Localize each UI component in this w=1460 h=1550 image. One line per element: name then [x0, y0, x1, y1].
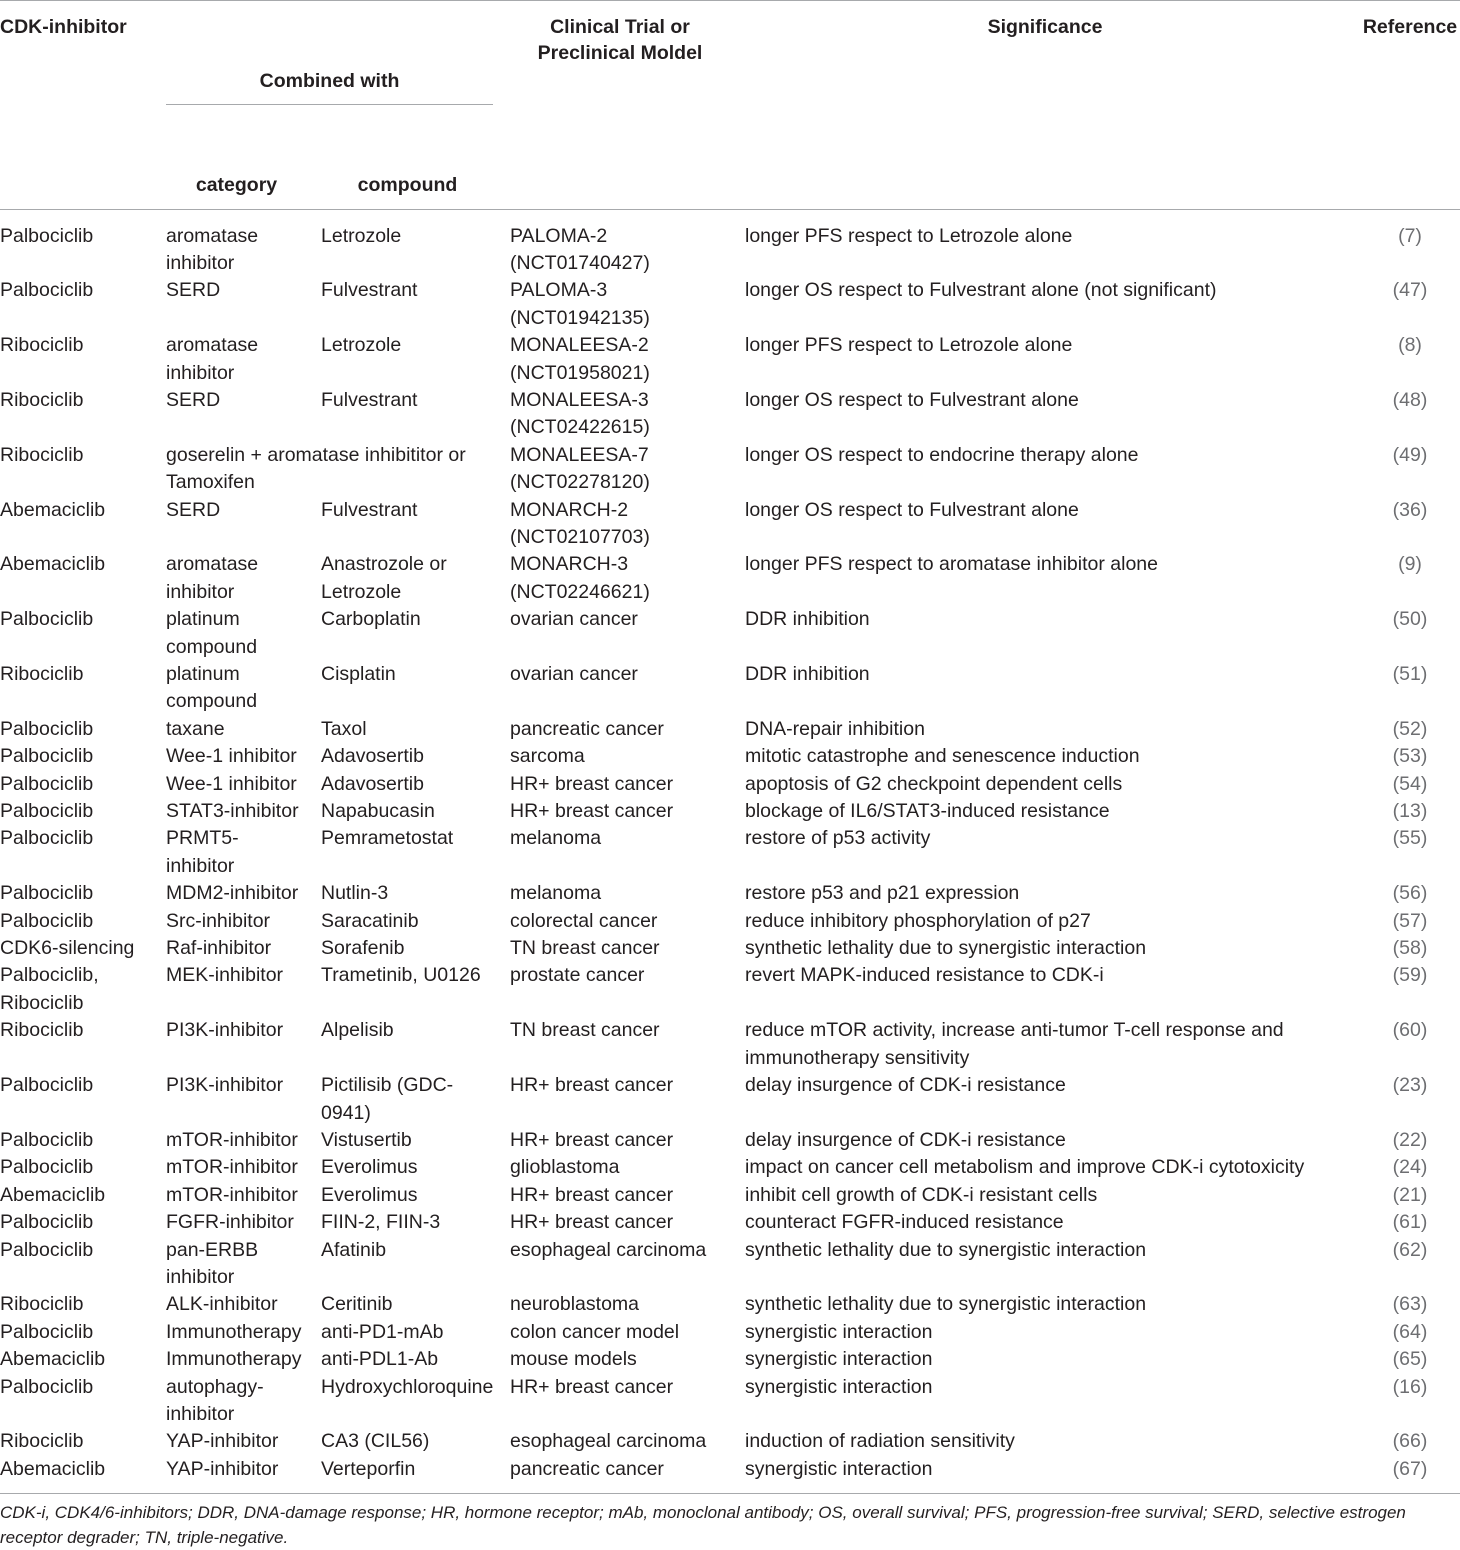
compound-cell: Carboplatin	[321, 608, 421, 631]
table-row	[0, 743, 1460, 770]
model-cell: HR+ breast cancer	[510, 1183, 674, 1206]
table-body	[0, 209, 1460, 1494]
category-cell: Immunotherapy	[166, 1348, 302, 1371]
table-footnote: CDK-i, CDK4/6-inhibitors; DDR, DNA-damage response; HR, hormone receptor; mAb, monoclonal antibody; OS, overall survival; PFS, progression-free survival; SERD, selective estrogen receptor degrader; TN, triple-negative.	[0, 1503, 1406, 1548]
reference-cell: (64)	[1392, 1320, 1428, 1343]
cdk-inhibitor-cell: Palbociclib	[0, 909, 94, 932]
compound-cell: Ceritinib	[321, 1293, 393, 1316]
reference-cell: (51)	[1392, 663, 1428, 685]
reference-cell: (61)	[1392, 1211, 1428, 1234]
compound-cell: Letrozole	[321, 334, 402, 357]
model-cell: MONALEESA-2 (NCT01958021)	[510, 334, 650, 384]
reference-cell: (54)	[1392, 772, 1428, 795]
compound-cell: Fulvestrant	[321, 388, 418, 411]
table-row	[0, 551, 1460, 606]
compound-cell: CA3 (CIL56)	[321, 1430, 430, 1453]
category-cell: aromatase inhibitor	[166, 553, 259, 603]
compound-cell: Hydroxychloroquine	[321, 1375, 494, 1398]
cdk-inhibitor-cell: Palbociclib	[0, 1211, 94, 1234]
category-cell: SERD	[166, 279, 221, 302]
compound-cell: Everolimus	[321, 1183, 418, 1206]
category-cell: Wee-1 inhibitor	[166, 772, 297, 795]
compound-cell: Napabucasin	[321, 800, 435, 823]
model-cell: melanoma	[510, 882, 602, 905]
table-row	[0, 1017, 1460, 1072]
significance-cell: delay insurgence of CDK-i resistance	[745, 1074, 1066, 1097]
reference-cell: (57)	[1392, 909, 1428, 932]
category-cell: YAP-inhibitor	[166, 1430, 279, 1453]
significance-cell: reduce mTOR activity, increase anti-tumor T-cell response and immunotherapy sensitivity	[745, 1019, 1284, 1069]
model-cell: neuroblastoma	[510, 1293, 639, 1316]
cdk-inhibitor-cell: Abemaciclib	[0, 1183, 106, 1206]
header-cdk-inhibitor: CDK-inhibitor	[0, 1, 166, 210]
reference-cell: (7)	[1360, 209, 1460, 277]
table-row	[0, 962, 1460, 1017]
table-row	[0, 908, 1460, 935]
table-row	[0, 497, 1460, 552]
compound-cell: Fulvestrant	[321, 498, 418, 521]
category-cell: platinum compound	[166, 608, 258, 658]
model-cell: ovarian cancer	[510, 608, 638, 631]
table-header	[0, 1, 1460, 210]
compound-cell: anti-PD1-mAb	[321, 1320, 444, 1343]
significance-cell: synergistic interaction	[745, 1456, 1360, 1494]
cdk-inhibitor-cell: Palbociclib	[0, 1320, 94, 1343]
significance-cell: apoptosis of G2 checkpoint dependent cells	[745, 772, 1123, 795]
cdk-inhibitor-cell: Palbociclib	[0, 1238, 94, 1261]
reference-cell: (16)	[1392, 1375, 1428, 1398]
compound-cell: Pictilisib (GDC- 0941)	[321, 1074, 454, 1124]
compound-cell: Trametinib, U0126	[321, 964, 481, 987]
significance-cell: counteract FGFR-induced resistance	[745, 1211, 1064, 1234]
reference-cell: (59)	[1392, 964, 1428, 987]
category-cell: Wee-1 inhibitor	[166, 745, 297, 768]
cdk-inhibitor-cell: Palbociclib	[0, 279, 94, 302]
significance-cell: synthetic lethality due to synergistic interaction	[745, 937, 1147, 960]
compound-cell: Nutlin-3	[321, 882, 389, 905]
table-row	[0, 1237, 1460, 1292]
compound-cell: Letrozole	[321, 209, 510, 277]
model-cell: HR+ breast cancer	[510, 1128, 674, 1151]
category-cell: PI3K-inhibitor	[166, 1074, 284, 1097]
cdk-inhibitor-cell: Palbociclib	[0, 827, 94, 850]
significance-cell: synergistic interaction	[745, 1348, 933, 1371]
compound-cell: Anastrozole or Letrozole	[321, 553, 447, 603]
header-row	[0, 1, 1460, 160]
table-row	[0, 1456, 1460, 1494]
significance-cell: delay insurgence of CDK-i resistance	[745, 1128, 1066, 1151]
cdk-inhibitor-cell: Palbociclib	[0, 1128, 94, 1151]
table-row	[0, 1209, 1460, 1236]
header-clinical-trial: Clinical Trial or Preclinical Moldel	[510, 1, 745, 210]
significance-cell: restore p53 and p21 expression	[745, 882, 1020, 905]
compound-cell: Fulvestrant	[321, 279, 418, 302]
reference-cell: (50)	[1392, 608, 1428, 631]
header-significance: Significance	[745, 1, 1360, 210]
model-cell: glioblastoma	[510, 1156, 620, 1179]
category-cell: Immunotherapy	[166, 1320, 302, 1343]
significance-cell: longer OS respect to Fulvestrant alone	[745, 498, 1079, 521]
cdk-inhibitor-cell: Palbociclib	[0, 209, 166, 277]
model-cell: MONARCH-2 (NCT02107703)	[510, 498, 650, 548]
cdk-inhibitor-cell: Ribociclib	[0, 334, 84, 357]
table-row	[0, 209, 1460, 277]
cdk-inhibitor-cell: Palbociclib	[0, 882, 94, 905]
table-row	[0, 387, 1460, 442]
model-cell: HR+ breast cancer	[510, 1375, 674, 1398]
significance-cell: blockage of IL6/STAT3-induced resistance	[745, 800, 1110, 823]
reference-cell: (24)	[1392, 1156, 1428, 1179]
table-row	[0, 771, 1460, 798]
cdk-inhibitor-cell: Palbociclib	[0, 772, 94, 795]
significance-cell: longer OS respect to endocrine therapy alone	[745, 443, 1139, 466]
significance-cell: longer PFS respect to aromatase inhibitor alone	[745, 553, 1158, 576]
compound-cell: Vistusertib	[321, 1128, 412, 1151]
compound-cell: FIIN-2, FIIN-3	[321, 1211, 441, 1234]
model-cell: sarcoma	[510, 745, 585, 768]
significance-cell: DDR inhibition	[745, 608, 870, 631]
table-row	[0, 1374, 1460, 1429]
reference-cell: (53)	[1392, 745, 1428, 768]
significance-cell: synergistic interaction	[745, 1320, 933, 1343]
significance-cell: DNA-repair inhibition	[745, 717, 925, 740]
table-row	[0, 1346, 1460, 1373]
table-row	[0, 1072, 1460, 1127]
model-cell: TN breast cancer	[510, 937, 660, 960]
table-row	[0, 1154, 1460, 1181]
cdk-inhibitor-cell: Palbociclib	[0, 1375, 94, 1398]
cdk-inhibitor-cell: Abemaciclib	[0, 498, 106, 521]
header-combined-with-label: Combined with	[166, 68, 493, 105]
reference-cell: (52)	[1392, 717, 1428, 740]
cdk-inhibitor-cell: Palbociclib	[0, 800, 94, 823]
cdk-inhibitor-cell: Palbociclib	[0, 717, 94, 740]
header-combined-with	[166, 1, 510, 160]
cdk-inhibitor-cell: Ribociclib	[0, 663, 84, 685]
table-row	[0, 1428, 1460, 1455]
table-row	[0, 1319, 1460, 1346]
significance-cell: longer PFS respect to Letrozole alone	[745, 334, 1073, 357]
significance-cell: impact on cancer cell metabolism and improve CDK-i cytotoxicity	[745, 1156, 1305, 1179]
category-cell: PRMT5- inhibitor	[166, 827, 239, 877]
category-cell: mTOR-inhibitor	[166, 1128, 298, 1151]
header-category: category	[195, 174, 278, 196]
category-cell: STAT3-inhibitor	[166, 800, 299, 823]
reference-cell: (8)	[1398, 334, 1422, 357]
reference-cell: (36)	[1392, 498, 1428, 521]
compound-cell: Verteporfin	[321, 1456, 510, 1494]
category-cell: SERD	[166, 388, 221, 411]
table-row	[0, 716, 1460, 743]
cdk-inhibitor-cell: Abemaciclib	[0, 553, 106, 576]
category-cell: pan-ERBB inhibitor	[166, 1238, 259, 1288]
category-cell: MEK-inhibitor	[166, 964, 284, 987]
category-cell: mTOR-inhibitor	[166, 1183, 298, 1206]
category-cell: aromatase inhibitor	[166, 334, 259, 384]
category-compound-cell: goserelin + aromatase inhibititor or Tamoxifen	[166, 443, 466, 494]
reference-cell: (9)	[1398, 553, 1422, 576]
category-cell: FGFR-inhibitor	[166, 1211, 294, 1234]
compound-cell: Cisplatin	[321, 663, 396, 685]
model-cell: melanoma	[510, 827, 602, 850]
model-cell: esophageal carcinoma	[510, 1238, 707, 1261]
reference-cell: (49)	[1392, 443, 1428, 466]
significance-cell: DDR inhibition	[745, 663, 870, 685]
reference-cell: (60)	[1392, 1019, 1428, 1042]
table-row	[0, 442, 1460, 497]
compound-cell: Sorafenib	[321, 937, 405, 960]
category-cell: SERD	[166, 498, 221, 521]
model-cell: colon cancer model	[510, 1320, 680, 1343]
significance-cell: longer PFS respect to Letrozole alone	[745, 209, 1360, 277]
table-row	[0, 661, 1460, 716]
cdk-inhibitor-cell: Palbociclib	[0, 608, 94, 631]
significance-cell: longer OS respect to Fulvestrant alone	[745, 388, 1079, 411]
reference-cell: (56)	[1392, 882, 1428, 905]
model-cell: PALOMA-2 (NCT01740427)	[510, 209, 745, 277]
header-reference: Reference	[1360, 1, 1460, 210]
cdk-inhibitor-cell: Abemaciclib	[0, 1456, 166, 1494]
significance-cell: synthetic lethality due to synergistic interaction	[745, 1293, 1147, 1316]
compound-cell: Everolimus	[321, 1156, 418, 1179]
reference-cell: (22)	[1392, 1128, 1428, 1151]
model-cell: HR+ breast cancer	[510, 1211, 674, 1234]
cdk-inhibitor-cell: Palbociclib	[0, 1156, 94, 1179]
table-row	[0, 1127, 1460, 1154]
model-cell: pancreatic cancer	[510, 1456, 745, 1494]
model-cell: esophageal carcinoma	[510, 1430, 707, 1453]
compound-cell: Pemrametostat	[321, 827, 454, 850]
reference-cell: (65)	[1392, 1348, 1428, 1371]
reference-cell: (66)	[1392, 1430, 1428, 1453]
cdk-inhibitor-cell: CDK6-silencing	[0, 937, 135, 960]
compound-cell: Alpelisib	[321, 1019, 394, 1042]
significance-cell: mitotic catastrophe and senescence induction	[745, 745, 1140, 768]
model-cell: colorectal cancer	[510, 909, 658, 932]
cdk-inhibitor-cell: Palbociclib	[0, 1074, 94, 1097]
model-cell: MONALEESA-7 (NCT02278120)	[510, 443, 650, 494]
table-row	[0, 277, 1460, 332]
compound-cell: Adavosertib	[321, 772, 424, 795]
reference-cell: (13)	[1392, 800, 1428, 823]
cdk-inhibitor-cell: Palbociclib, Ribociclib	[0, 964, 99, 1014]
category-cell: Src-inhibitor	[166, 909, 271, 932]
table-row	[0, 880, 1460, 907]
model-cell: prostate cancer	[510, 964, 645, 987]
reference-cell: (67)	[1360, 1456, 1460, 1494]
model-cell: PALOMA-3 (NCT01942135)	[510, 279, 650, 329]
header-compound: compound	[357, 174, 458, 196]
table-row	[0, 798, 1460, 825]
category-cell: MDM2-inhibitor	[166, 882, 299, 905]
cdk-inhibitor-cell: Ribociclib	[0, 1293, 84, 1316]
reference-cell: (58)	[1392, 937, 1428, 960]
cdk-inhibitor-cell: Palbociclib	[0, 745, 94, 768]
category-cell: aromatase inhibitor	[166, 209, 321, 277]
compound-cell: Saracatinib	[321, 909, 419, 932]
cdk-inhibitor-cell: Ribociclib	[0, 443, 84, 466]
reference-cell: (63)	[1392, 1293, 1428, 1316]
compound-cell: Taxol	[321, 717, 367, 740]
category-cell: PI3K-inhibitor	[166, 1019, 284, 1042]
model-cell: MONARCH-3 (NCT02246621)	[510, 553, 650, 603]
category-cell: mTOR-inhibitor	[166, 1156, 298, 1179]
cdk-inhibitor-cell: Abemaciclib	[0, 1348, 106, 1371]
model-cell: mouse models	[510, 1348, 637, 1371]
category-cell: ALK-inhibitor	[166, 1293, 278, 1316]
significance-cell: synthetic lethality due to synergistic interaction	[745, 1238, 1147, 1261]
table-row	[0, 825, 1460, 880]
cdk-inhibitor-cell: Ribociclib	[0, 388, 84, 411]
significance-cell: reduce inhibitory phosphorylation of p27	[745, 909, 1091, 932]
model-cell: ovarian cancer	[510, 663, 638, 685]
compound-cell: anti-PDL1-Ab	[321, 1348, 439, 1371]
table-row	[0, 332, 1460, 387]
table-row	[0, 935, 1460, 962]
model-cell: MONALEESA-3 (NCT02422615)	[510, 388, 650, 439]
significance-cell: synergistic interaction	[745, 1375, 933, 1398]
model-cell: HR+ breast cancer	[510, 1074, 674, 1097]
reference-cell: (23)	[1392, 1074, 1428, 1097]
compound-cell: Afatinib	[321, 1238, 387, 1261]
significance-cell: revert MAPK-induced resistance to CDK-i	[745, 964, 1104, 987]
model-cell: HR+ breast cancer	[510, 772, 674, 795]
model-cell: TN breast cancer	[510, 1019, 660, 1042]
category-cell: autophagy- inhibitor	[166, 1375, 264, 1425]
category-cell: YAP-inhibitor	[166, 1456, 321, 1494]
reference-cell: (48)	[1392, 388, 1428, 411]
compound-cell: Adavosertib	[321, 745, 424, 768]
significance-cell: longer OS respect to Fulvestrant alone (not significant)	[745, 279, 1217, 302]
model-cell: HR+ breast cancer	[510, 800, 674, 823]
significance-cell: induction of radiation sensitivity	[745, 1430, 1015, 1453]
reference-cell: (21)	[1392, 1183, 1428, 1206]
significance-cell: inhibit cell growth of CDK-i resistant cells	[745, 1183, 1098, 1206]
table-row	[0, 1182, 1460, 1209]
category-cell: Raf-inhibitor	[166, 937, 272, 960]
cdk-inhibitor-cell: Ribociclib	[0, 1430, 84, 1453]
model-cell: pancreatic cancer	[510, 717, 664, 740]
significance-cell: restore of p53 activity	[745, 827, 931, 850]
cdk-inhibitor-cell: Ribociclib	[0, 1019, 84, 1042]
category-cell: taxane	[166, 717, 225, 740]
category-cell: platinum compound	[166, 663, 258, 713]
reference-cell: (47)	[1392, 279, 1428, 302]
table-row	[0, 1291, 1460, 1318]
reference-cell: (62)	[1392, 1238, 1428, 1261]
table-row	[0, 606, 1460, 661]
reference-cell: (55)	[1392, 827, 1428, 850]
